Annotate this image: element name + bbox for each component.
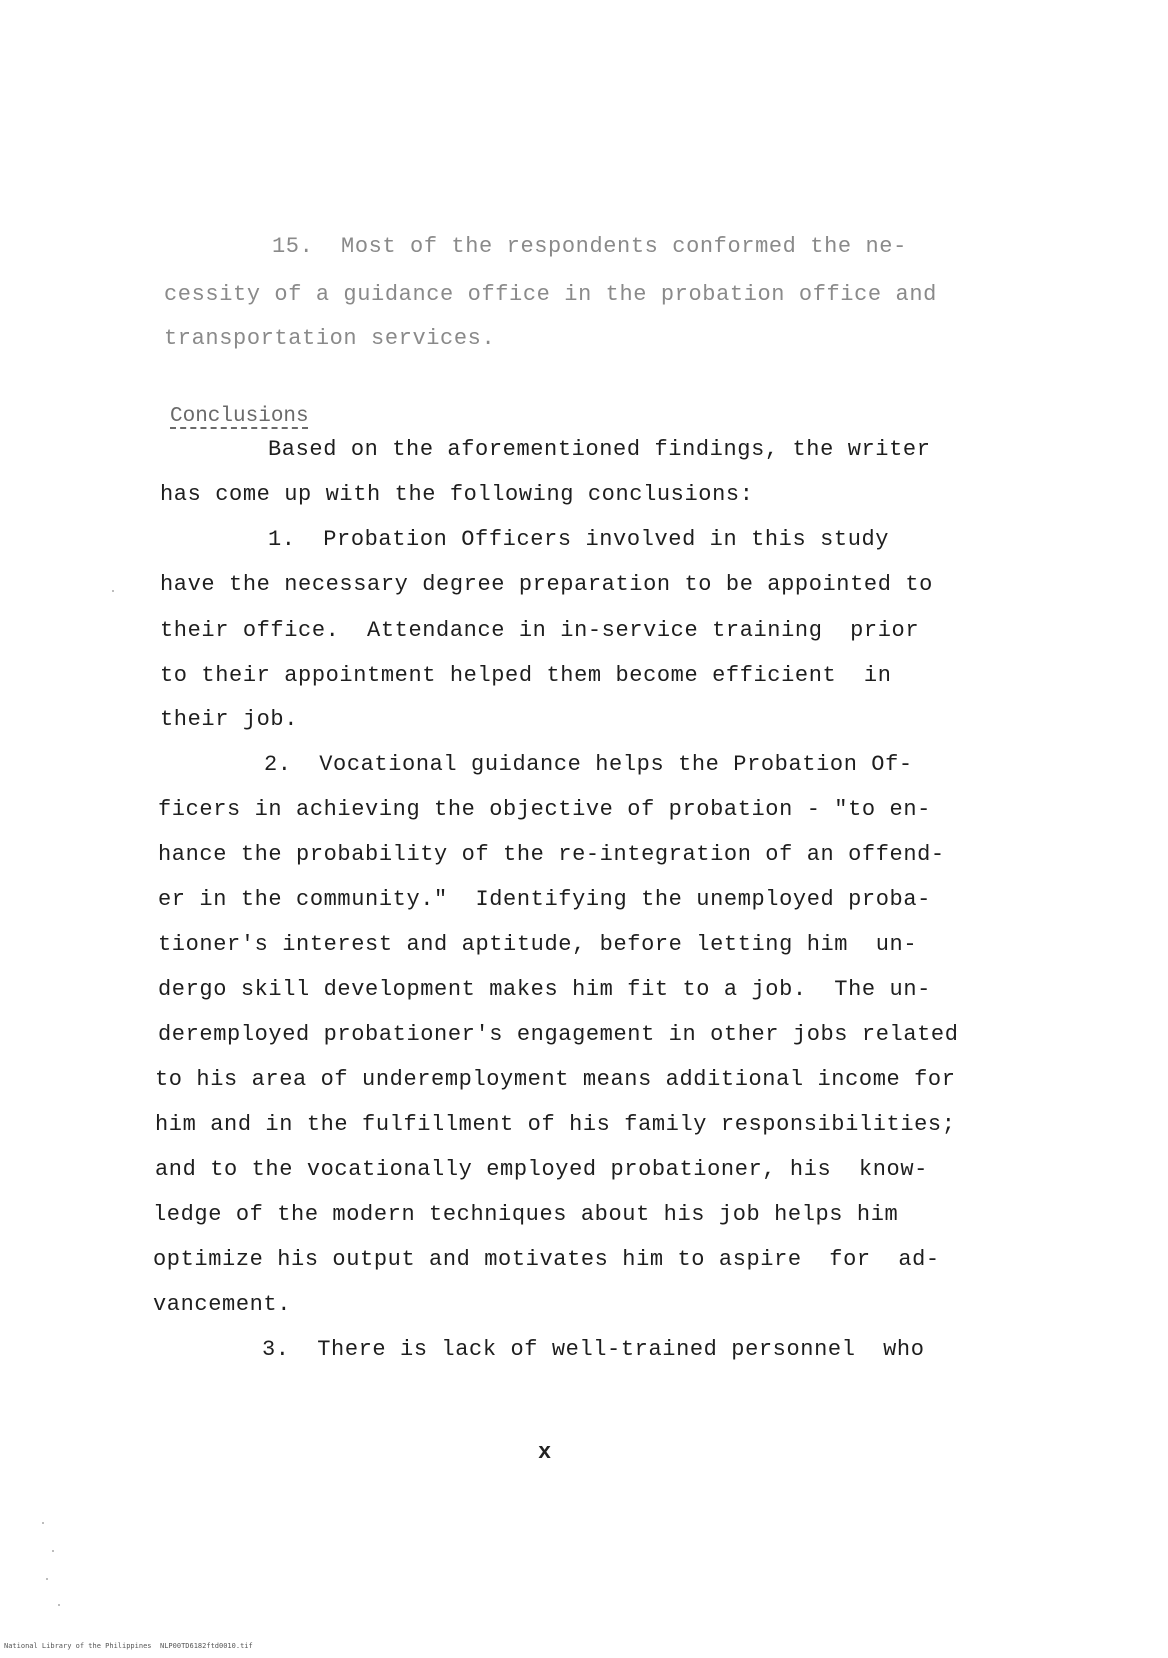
- page-number: x: [538, 1440, 552, 1465]
- paragraph-line: 1. Probation Officers involved in this study: [268, 527, 890, 552]
- paragraph-line: optimize his output and motivates him to aspire for ad-: [153, 1247, 940, 1272]
- paragraph-line: Based on the aforementioned findings, the writer: [268, 437, 931, 462]
- scan-speck: [46, 1578, 48, 1580]
- paragraph-line: ledge of the modern techniques about his job helps him: [153, 1202, 899, 1227]
- section-heading: Conclusions: [170, 405, 309, 428]
- paragraph-line: him and in the fulfillment of his family responsibilities;: [155, 1112, 956, 1137]
- paragraph-line: their office. Attendance in in-service training prior: [160, 618, 920, 643]
- scan-speck: [112, 590, 114, 592]
- paragraph-line: tioner's interest and aptitude, before letting him un-: [158, 932, 918, 957]
- paragraph-line: deremployed probationer's engagement in other jobs related: [158, 1022, 959, 1047]
- paragraph-line: to their appointment helped them become efficient in: [160, 663, 892, 688]
- paragraph-line: 15. Most of the respondents conformed the ne-: [272, 234, 907, 259]
- paragraph-line: vancement.: [153, 1292, 292, 1317]
- paragraph-line: 2. Vocational guidance helps the Probation Of-: [264, 752, 913, 777]
- paragraph-line: have the necessary degree preparation to be appointed to: [160, 572, 933, 597]
- paragraph-line: and to the vocationally employed probationer, his know-: [155, 1157, 928, 1182]
- scan-speck: [42, 1522, 44, 1524]
- paragraph-line: their job.: [160, 707, 299, 732]
- paragraph-line: hance the probability of the re-integration of an offend-: [158, 842, 945, 867]
- footer-filename: NLP00TD6182ftd0010.tif: [160, 1642, 253, 1650]
- paragraph-line: ficers in achieving the objective of probation - "to en-: [158, 797, 931, 822]
- paragraph-line: er in the community." Identifying the unemployed proba-: [158, 887, 931, 912]
- paragraph-line: 3. There is lack of well-trained personnel who: [262, 1337, 925, 1362]
- paragraph-line: has come up with the following conclusions:: [160, 482, 754, 507]
- paragraph-line: transportation services.: [164, 326, 496, 351]
- footer-library: National Library of the Philippines: [4, 1642, 152, 1650]
- scan-speck: [58, 1604, 60, 1606]
- paragraph-line: dergo skill development makes him fit to a job. The un-: [158, 977, 931, 1002]
- scan-speck: [52, 1550, 54, 1552]
- paragraph-line: cessity of a guidance office in the probation office and: [164, 282, 937, 307]
- paragraph-line: to his area of underemployment means additional income for: [155, 1067, 956, 1092]
